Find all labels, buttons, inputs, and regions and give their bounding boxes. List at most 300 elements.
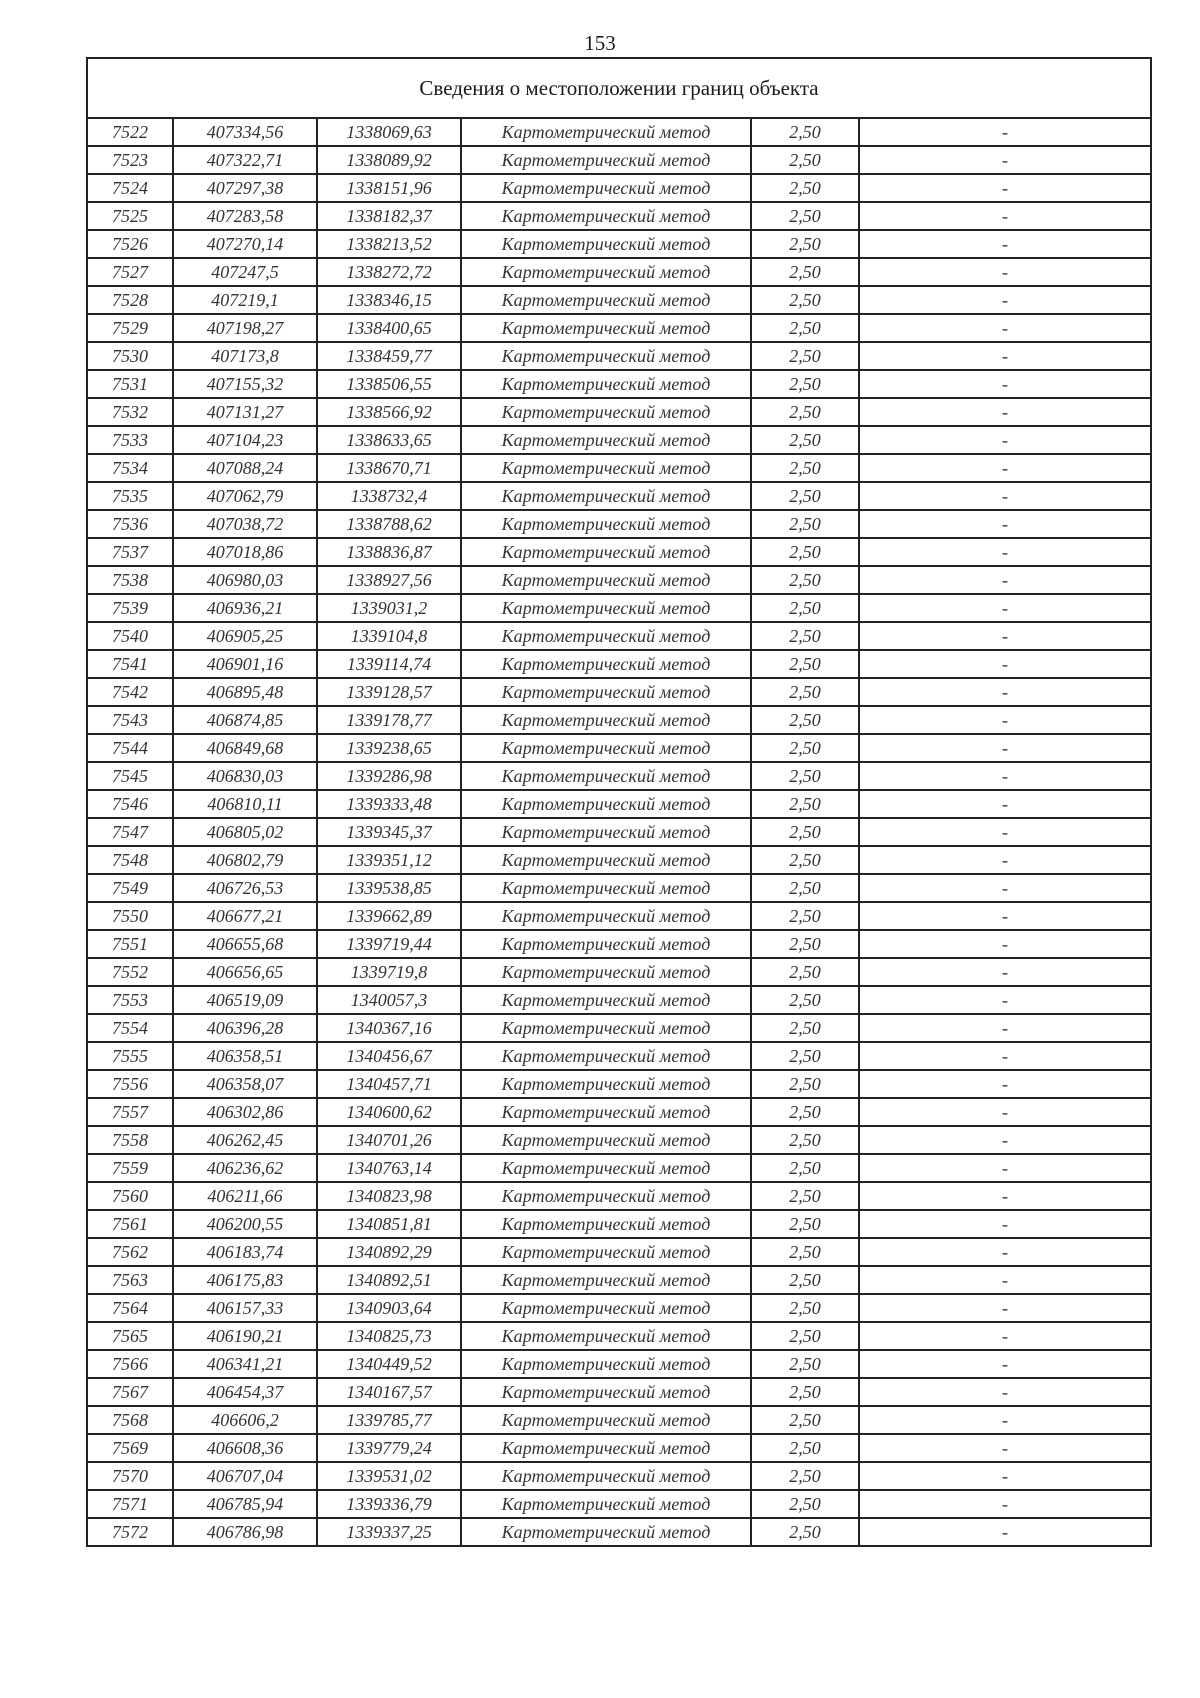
accuracy-cell: 2,50 [751,706,859,734]
description-cell: - [859,734,1151,762]
point-number-cell: 7557 [87,1098,173,1126]
description-cell: - [859,1490,1151,1518]
y-coordinate-cell: 1340823,98 [317,1182,461,1210]
point-number-cell: 7545 [87,762,173,790]
method-cell: Картометрический метод [461,370,751,398]
description-cell: - [859,650,1151,678]
point-number-cell: 7540 [87,622,173,650]
y-coordinate-cell: 1339719,8 [317,958,461,986]
table-row [87,1154,1151,1182]
accuracy-cell: 2,50 [751,1182,859,1210]
table-row [87,538,1151,566]
y-coordinate-cell: 1339785,77 [317,1406,461,1434]
point-number-cell: 7539 [87,594,173,622]
table-row [87,230,1151,258]
point-number-cell: 7569 [87,1434,173,1462]
accuracy-cell: 2,50 [751,1266,859,1294]
table-row [87,1266,1151,1294]
table-row [87,286,1151,314]
point-number-cell: 7531 [87,370,173,398]
accuracy-cell: 2,50 [751,1210,859,1238]
y-coordinate-cell: 1339336,79 [317,1490,461,1518]
table-row [87,370,1151,398]
y-coordinate-cell: 1340851,81 [317,1210,461,1238]
method-cell: Картометрический метод [461,426,751,454]
description-cell: - [859,818,1151,846]
table-row [87,874,1151,902]
accuracy-cell: 2,50 [751,930,859,958]
x-coordinate-cell: 406519,09 [173,986,317,1014]
x-coordinate-cell: 407322,71 [173,146,317,174]
point-number-cell: 7565 [87,1322,173,1350]
accuracy-cell: 2,50 [751,426,859,454]
table-row [87,706,1151,734]
method-cell: Картометрический метод [461,930,751,958]
table-row [87,118,1151,146]
description-cell: - [859,398,1151,426]
accuracy-cell: 2,50 [751,986,859,1014]
accuracy-cell: 2,50 [751,482,859,510]
description-cell: - [859,286,1151,314]
y-coordinate-cell: 1340892,51 [317,1266,461,1294]
accuracy-cell: 2,50 [751,566,859,594]
accuracy-cell: 2,50 [751,790,859,818]
table-row [87,1518,1151,1546]
accuracy-cell: 2,50 [751,230,859,258]
x-coordinate-cell: 406396,28 [173,1014,317,1042]
description-cell: - [859,790,1151,818]
point-number-cell: 7570 [87,1462,173,1490]
x-coordinate-cell: 406606,2 [173,1406,317,1434]
x-coordinate-cell: 407088,24 [173,454,317,482]
point-number-cell: 7541 [87,650,173,678]
table-row [87,398,1151,426]
method-cell: Картометрический метод [461,230,751,258]
point-number-cell: 7559 [87,1154,173,1182]
accuracy-cell: 2,50 [751,1238,859,1266]
table-title: Сведения о местоположении границ объекта [87,58,1151,118]
method-cell: Картометрический метод [461,1518,751,1546]
table-row [87,1014,1151,1042]
point-number-cell: 7553 [87,986,173,1014]
accuracy-cell: 2,50 [751,762,859,790]
y-coordinate-cell: 1338506,55 [317,370,461,398]
x-coordinate-cell: 406358,07 [173,1070,317,1098]
y-coordinate-cell: 1339719,44 [317,930,461,958]
method-cell: Картометрический метод [461,846,751,874]
method-cell: Картометрический метод [461,986,751,1014]
y-coordinate-cell: 1338151,96 [317,174,461,202]
description-cell: - [859,1434,1151,1462]
y-coordinate-cell: 1339238,65 [317,734,461,762]
method-cell: Картометрический метод [461,1098,751,1126]
description-cell: - [859,1014,1151,1042]
point-number-cell: 7524 [87,174,173,202]
y-coordinate-cell: 1339178,77 [317,706,461,734]
point-number-cell: 7527 [87,258,173,286]
method-cell: Картометрический метод [461,958,751,986]
point-number-cell: 7533 [87,426,173,454]
description-cell: - [859,314,1151,342]
x-coordinate-cell: 406849,68 [173,734,317,762]
method-cell: Картометрический метод [461,1210,751,1238]
accuracy-cell: 2,50 [751,734,859,762]
table-row [87,258,1151,286]
x-coordinate-cell: 406802,79 [173,846,317,874]
y-coordinate-cell: 1340600,62 [317,1098,461,1126]
accuracy-cell: 2,50 [751,454,859,482]
description-cell: - [859,370,1151,398]
description-cell: - [859,1070,1151,1098]
accuracy-cell: 2,50 [751,1014,859,1042]
y-coordinate-cell: 1338633,65 [317,426,461,454]
point-number-cell: 7567 [87,1378,173,1406]
method-cell: Картометрический метод [461,1070,751,1098]
accuracy-cell: 2,50 [751,538,859,566]
method-cell: Картометрический метод [461,1238,751,1266]
table-row [87,510,1151,538]
accuracy-cell: 2,50 [751,846,859,874]
point-number-cell: 7526 [87,230,173,258]
point-number-cell: 7562 [87,1238,173,1266]
accuracy-cell: 2,50 [751,1378,859,1406]
point-number-cell: 7563 [87,1266,173,1294]
description-cell: - [859,1294,1151,1322]
x-coordinate-cell: 407104,23 [173,426,317,454]
table-row [87,1126,1151,1154]
y-coordinate-cell: 1340892,29 [317,1238,461,1266]
point-number-cell: 7551 [87,930,173,958]
accuracy-cell: 2,50 [751,1350,859,1378]
accuracy-cell: 2,50 [751,622,859,650]
y-coordinate-cell: 1338788,62 [317,510,461,538]
x-coordinate-cell: 407219,1 [173,286,317,314]
table-row [87,930,1151,958]
method-cell: Картометрический метод [461,1434,751,1462]
y-coordinate-cell: 1339662,89 [317,902,461,930]
table-row [87,426,1151,454]
y-coordinate-cell: 1338732,4 [317,482,461,510]
table-row [87,1042,1151,1070]
table-row [87,174,1151,202]
method-cell: Картометрический метод [461,1294,751,1322]
x-coordinate-cell: 406655,68 [173,930,317,958]
x-coordinate-cell: 406608,36 [173,1434,317,1462]
y-coordinate-cell: 1340457,71 [317,1070,461,1098]
description-cell: - [859,202,1151,230]
description-cell: - [859,566,1151,594]
table-row [87,1182,1151,1210]
x-coordinate-cell: 406874,85 [173,706,317,734]
method-cell: Картометрический метод [461,1490,751,1518]
method-cell: Картометрический метод [461,314,751,342]
method-cell: Картометрический метод [461,706,751,734]
y-coordinate-cell: 1339286,98 [317,762,461,790]
x-coordinate-cell: 406785,94 [173,1490,317,1518]
description-cell: - [859,118,1151,146]
method-cell: Картометрический метод [461,510,751,538]
accuracy-cell: 2,50 [751,902,859,930]
y-coordinate-cell: 1338670,71 [317,454,461,482]
description-cell: - [859,454,1151,482]
description-cell: - [859,426,1151,454]
method-cell: Картометрический метод [461,482,751,510]
method-cell: Картометрический метод [461,1266,751,1294]
accuracy-cell: 2,50 [751,650,859,678]
table-row [87,986,1151,1014]
method-cell: Картометрический метод [461,454,751,482]
x-coordinate-cell: 406677,21 [173,902,317,930]
y-coordinate-cell: 1340449,52 [317,1350,461,1378]
accuracy-cell: 2,50 [751,678,859,706]
point-number-cell: 7568 [87,1406,173,1434]
x-coordinate-cell: 406175,83 [173,1266,317,1294]
point-number-cell: 7566 [87,1350,173,1378]
y-coordinate-cell: 1338346,15 [317,286,461,314]
y-coordinate-cell: 1339128,57 [317,678,461,706]
method-cell: Картометрический метод [461,1378,751,1406]
method-cell: Картометрический метод [461,1350,751,1378]
table-row [87,1350,1151,1378]
x-coordinate-cell: 406901,16 [173,650,317,678]
table-row [87,1322,1151,1350]
y-coordinate-cell: 1338836,87 [317,538,461,566]
x-coordinate-cell: 406895,48 [173,678,317,706]
description-cell: - [859,678,1151,706]
description-cell: - [859,1238,1151,1266]
description-cell: - [859,1378,1151,1406]
x-coordinate-cell: 406157,33 [173,1294,317,1322]
table-row [87,1294,1151,1322]
x-coordinate-cell: 406262,45 [173,1126,317,1154]
accuracy-cell: 2,50 [751,202,859,230]
point-number-cell: 7546 [87,790,173,818]
description-cell: - [859,1126,1151,1154]
y-coordinate-cell: 1338272,72 [317,258,461,286]
method-cell: Картометрический метод [461,790,751,818]
point-number-cell: 7564 [87,1294,173,1322]
description-cell: - [859,146,1151,174]
y-coordinate-cell: 1339031,2 [317,594,461,622]
x-coordinate-cell: 406707,04 [173,1462,317,1490]
method-cell: Картометрический метод [461,1182,751,1210]
method-cell: Картометрический метод [461,566,751,594]
table-row [87,146,1151,174]
accuracy-cell: 2,50 [751,1434,859,1462]
table-row [87,454,1151,482]
description-cell: - [859,1462,1151,1490]
description-cell: - [859,174,1151,202]
x-coordinate-cell: 406830,03 [173,762,317,790]
method-cell: Картометрический метод [461,734,751,762]
point-number-cell: 7537 [87,538,173,566]
method-cell: Картометрический метод [461,594,751,622]
y-coordinate-cell: 1340825,73 [317,1322,461,1350]
description-cell: - [859,538,1151,566]
description-cell: - [859,1098,1151,1126]
point-number-cell: 7550 [87,902,173,930]
method-cell: Картометрический метод [461,1406,751,1434]
accuracy-cell: 2,50 [751,1406,859,1434]
point-number-cell: 7549 [87,874,173,902]
point-number-cell: 7535 [87,482,173,510]
point-number-cell: 7534 [87,454,173,482]
point-number-cell: 7571 [87,1490,173,1518]
x-coordinate-cell: 406726,53 [173,874,317,902]
point-number-cell: 7548 [87,846,173,874]
description-cell: - [859,1266,1151,1294]
table-row [87,622,1151,650]
accuracy-cell: 2,50 [751,1042,859,1070]
table-row [87,1406,1151,1434]
y-coordinate-cell: 1340367,16 [317,1014,461,1042]
accuracy-cell: 2,50 [751,1098,859,1126]
point-number-cell: 7542 [87,678,173,706]
x-coordinate-cell: 406341,21 [173,1350,317,1378]
y-coordinate-cell: 1338459,77 [317,342,461,370]
x-coordinate-cell: 406183,74 [173,1238,317,1266]
point-number-cell: 7555 [87,1042,173,1070]
method-cell: Картометрический метод [461,1462,751,1490]
point-number-cell: 7528 [87,286,173,314]
x-coordinate-cell: 406358,51 [173,1042,317,1070]
y-coordinate-cell: 1338927,56 [317,566,461,594]
x-coordinate-cell: 407334,56 [173,118,317,146]
method-cell: Картометрический метод [461,286,751,314]
method-cell: Картометрический метод [461,118,751,146]
table-row [87,1210,1151,1238]
accuracy-cell: 2,50 [751,370,859,398]
x-coordinate-cell: 407297,38 [173,174,317,202]
accuracy-cell: 2,50 [751,398,859,426]
method-cell: Картометрический метод [461,174,751,202]
boundary-coordinates-table [86,57,1152,1547]
description-cell: - [859,1406,1151,1434]
accuracy-cell: 2,50 [751,314,859,342]
x-coordinate-cell: 406810,11 [173,790,317,818]
description-cell: - [859,594,1151,622]
x-coordinate-cell: 407247,5 [173,258,317,286]
table-row [87,1434,1151,1462]
method-cell: Картометрический метод [461,146,751,174]
y-coordinate-cell: 1338566,92 [317,398,461,426]
point-number-cell: 7522 [87,118,173,146]
y-coordinate-cell: 1340701,26 [317,1126,461,1154]
accuracy-cell: 2,50 [751,118,859,146]
x-coordinate-cell: 406905,25 [173,622,317,650]
page-number: 153 [584,31,616,55]
table-row [87,342,1151,370]
point-number-cell: 7552 [87,958,173,986]
method-cell: Картометрический метод [461,258,751,286]
table-row [87,1378,1151,1406]
table-row [87,566,1151,594]
y-coordinate-cell: 1338089,92 [317,146,461,174]
description-cell: - [859,1182,1151,1210]
method-cell: Картометрический метод [461,874,751,902]
y-coordinate-cell: 1339337,25 [317,1518,461,1546]
y-coordinate-cell: 1340057,3 [317,986,461,1014]
table-row [87,734,1151,762]
accuracy-cell: 2,50 [751,510,859,538]
point-number-cell: 7556 [87,1070,173,1098]
point-number-cell: 7543 [87,706,173,734]
x-coordinate-cell: 407283,58 [173,202,317,230]
y-coordinate-cell: 1339779,24 [317,1434,461,1462]
accuracy-cell: 2,50 [751,1518,859,1546]
y-coordinate-cell: 1339333,48 [317,790,461,818]
accuracy-cell: 2,50 [751,1126,859,1154]
accuracy-cell: 2,50 [751,286,859,314]
x-coordinate-cell: 406302,86 [173,1098,317,1126]
x-coordinate-cell: 406936,21 [173,594,317,622]
table-row [87,650,1151,678]
description-cell: - [859,1042,1151,1070]
description-cell: - [859,342,1151,370]
description-cell: - [859,930,1151,958]
y-coordinate-cell: 1339114,74 [317,650,461,678]
method-cell: Картометрический метод [461,818,751,846]
table-row [87,1462,1151,1490]
x-coordinate-cell: 407038,72 [173,510,317,538]
description-cell: - [859,1350,1151,1378]
accuracy-cell: 2,50 [751,1154,859,1182]
point-number-cell: 7558 [87,1126,173,1154]
accuracy-cell: 2,50 [751,818,859,846]
method-cell: Картометрический метод [461,202,751,230]
accuracy-cell: 2,50 [751,958,859,986]
y-coordinate-cell: 1338182,37 [317,202,461,230]
x-coordinate-cell: 407173,8 [173,342,317,370]
table-row [87,762,1151,790]
accuracy-cell: 2,50 [751,1322,859,1350]
accuracy-cell: 2,50 [751,342,859,370]
table-row [87,1098,1151,1126]
table-row [87,1070,1151,1098]
y-coordinate-cell: 1339104,8 [317,622,461,650]
table-row [87,958,1151,986]
description-cell: - [859,1154,1151,1182]
accuracy-cell: 2,50 [751,1490,859,1518]
point-number-cell: 7530 [87,342,173,370]
method-cell: Картометрический метод [461,1014,751,1042]
x-coordinate-cell: 407155,32 [173,370,317,398]
table-row [87,818,1151,846]
x-coordinate-cell: 406211,66 [173,1182,317,1210]
table-row [87,482,1151,510]
y-coordinate-cell: 1340903,64 [317,1294,461,1322]
y-coordinate-cell: 1340167,57 [317,1378,461,1406]
point-number-cell: 7529 [87,314,173,342]
method-cell: Картометрический метод [461,538,751,566]
description-cell: - [859,958,1151,986]
y-coordinate-cell: 1340456,67 [317,1042,461,1070]
description-cell: - [859,258,1151,286]
method-cell: Картометрический метод [461,1322,751,1350]
table-row [87,790,1151,818]
x-coordinate-cell: 406190,21 [173,1322,317,1350]
method-cell: Картометрический метод [461,398,751,426]
y-coordinate-cell: 1339538,85 [317,874,461,902]
x-coordinate-cell: 406980,03 [173,566,317,594]
table-body [87,58,1151,1546]
accuracy-cell: 2,50 [751,146,859,174]
method-cell: Картометрический метод [461,622,751,650]
x-coordinate-cell: 407062,79 [173,482,317,510]
y-coordinate-cell: 1339351,12 [317,846,461,874]
table-row [87,1238,1151,1266]
y-coordinate-cell: 1338400,65 [317,314,461,342]
